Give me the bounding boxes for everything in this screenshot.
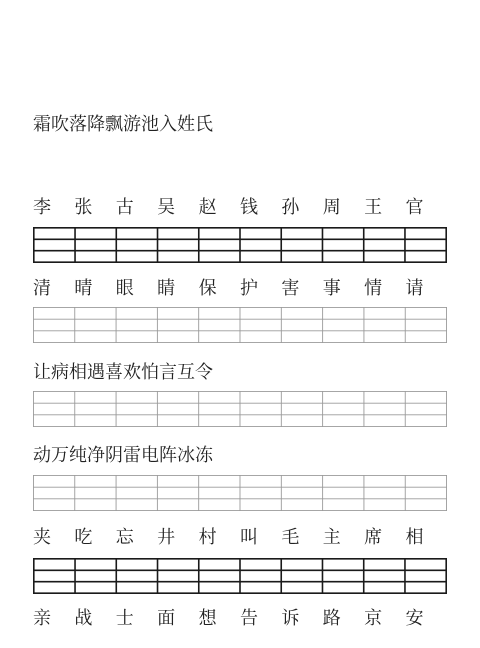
char: 事 [322,278,341,299]
char-line-1: 霜吹落降飘游池入姓氏 [33,114,213,135]
char-line-3 [33,274,447,300]
writing-grid-3 [33,391,447,427]
char: 张 [74,197,93,218]
char-line-4: 让病相遇喜欢怕言互令 [33,362,213,383]
writing-grid-2 [33,307,447,343]
char: 席 [364,527,383,548]
grid-lines [33,307,447,343]
char: 吴 [157,197,176,218]
char: 战 [74,608,93,629]
writing-grid-5 [33,558,447,594]
char: 李 [33,197,51,218]
char: 告 [239,608,258,629]
char: 相 [405,527,424,548]
char: 夹 [33,527,51,548]
char: 面 [157,608,176,629]
char: 睛 [157,278,176,299]
grid-lines [33,475,447,511]
char: 安 [405,608,424,629]
char-line-2 [33,193,447,219]
writing-grid-1 [33,227,447,263]
char: 赵 [198,197,217,218]
char: 主 [322,527,341,548]
char: 毛 [281,527,300,548]
writing-grid-4 [33,475,447,511]
char: 王 [364,197,383,218]
char-line-6 [33,523,447,549]
char-line-7 [33,604,447,630]
char: 井 [157,527,176,548]
char: 周 [322,197,341,218]
grid-lines [33,391,447,427]
char: 士 [115,608,134,629]
char: 晴 [74,278,93,299]
char: 村 [198,527,217,548]
char: 诉 [281,608,300,629]
char: 忘 [115,527,134,548]
char: 亲 [33,608,51,629]
char: 钱 [239,197,258,218]
char: 眼 [115,278,134,299]
char: 清 [33,278,51,299]
char-line-5: 动万纯净阴雷电阵冰冻 [33,445,213,466]
char: 孙 [281,197,300,218]
char: 叫 [239,527,258,548]
char: 官 [405,197,424,218]
grid-lines [33,558,447,594]
char: 吃 [74,527,93,548]
char: 护 [239,278,258,299]
char: 京 [364,608,383,629]
char: 想 [198,608,217,629]
char: 古 [115,197,134,218]
char: 保 [198,278,217,299]
char: 害 [281,278,300,299]
char: 路 [322,608,341,629]
char: 情 [364,278,383,299]
grid-lines [33,227,447,263]
char: 请 [405,278,424,299]
